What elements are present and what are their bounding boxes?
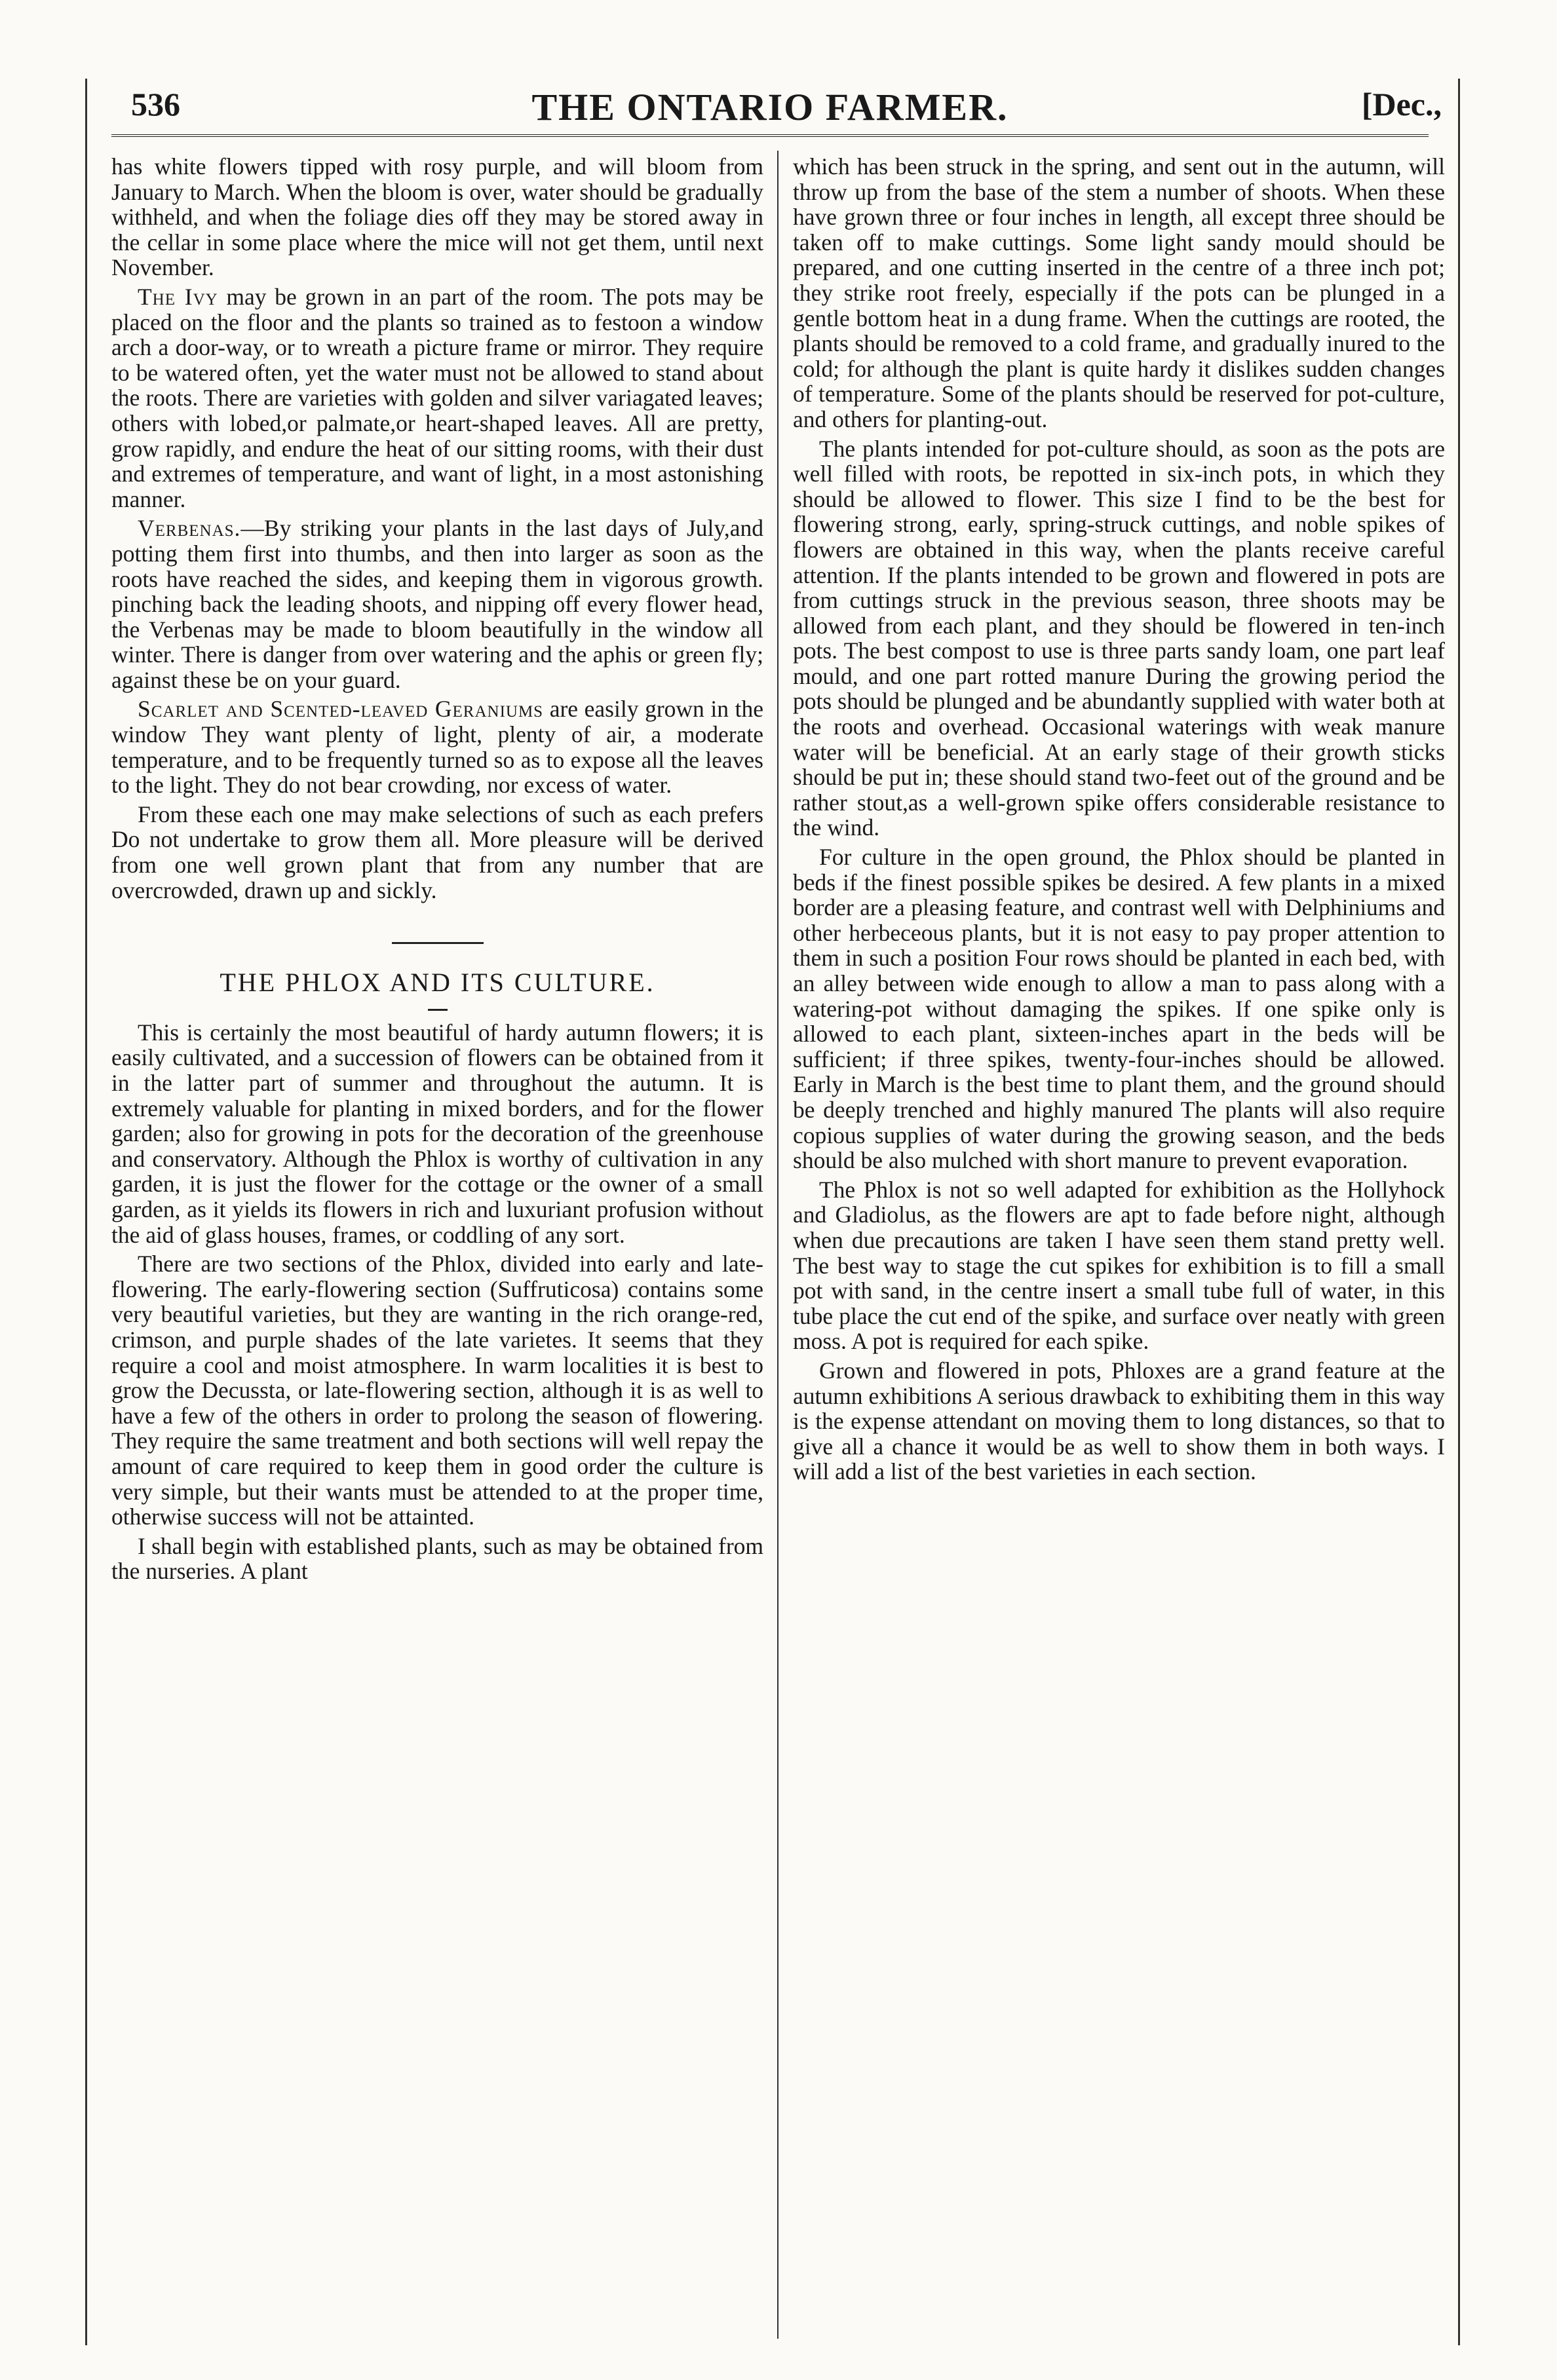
header-rule [111,134,1429,137]
paragraph: The plants intended for pot-culture should, as soon as the pots are well filled with roots, be repotted in six-inch pots, in which they should be allowed to flower. This size I find to be the best for flowering strong, early, spring-struck cuttings, and noble spikes of flowers are obtained in this way, when the plants receive careful attention. If the plants intended to be grown and flowered in pots are from cuttings struck in the previous season, three shoots may be allowed from each plant, and they should be flowered in ten-inch pots. The best compost to use is three parts sandy loam, one part leaf mould, and one part rotted manure During the growing period the pots should be plunged and be abundantly supplied with water both at the roots and overhead. Occasional waterings with weak manure water will be beneficial. At an early stage of their growth sticks should be put in; these should stand two-feet out of the ground and be rather stout,as a well-grown spike offers considerable resistance to the wind. [793,435,1445,841]
paragraph: has white flowers tipped with rosy purple, and will bloom from January to March. When the bloom is over, water should be gradually withheld, and when the foliage dies off they may be stored away in the cellar in some place where the mice will not get them, until next November. [111,153,763,281]
paragraph: There are two sections of the Phlox, divided into early and late-flowering. The early-flowering section (Suffruticosa) contains some very beautiful varieties, but they are wanting in the rich orange-red, crimson, and purple shades of the late varietes. It seems that they require a cool and moist atmosphere. In warm localities it is best to grow the Decussta, or late-flowering section, although it is as well to have a few of the others in order to prolong the season of flowering. They require the same treatment and both sections will well repay the amount of care required to keep them in good order the culture is very simple, but their wants must be attended to at the proper time, otherwise success will not be attainted. [111,1251,763,1530]
page [72,66,1468,2332]
right-column [793,154,1445,1488]
paragraph [111,696,763,797]
paragraph-text: —By striking your plants in the last days of July,and potting them first into thumbs, and then into larger as soon as the roots have reached the sides, and keeping them in vigorous growth. pinching back the leading shoots, and nipping off every flower head, the Verbenas may be made to bloom beautifully in the window all winter. There is danger from over watering and the aphis or green fly; against these be on your guard. [111,515,763,693]
paragraph-lead: Verbenas. [138,515,241,542]
page-number: 536 [131,86,180,123]
paragraph-text: may be grown in an part of the room. The pots may be placed on the floor and the plants so trained as to festoon a window arch a door-way, or to wreath a picture frame or mirror. They require to be watered often, yet the water must not be allowed to stand about the roots. There are varieties with golden and silver variagated leaves; others with lobed,or palmate,or heart-shaped leaves. All are pretty, grow rapidly, and endure the heat of our sitting rooms, with their dust and extremes of temperature, and want of light, in a most astonishing manner. [111,283,763,512]
left-column [111,154,763,1588]
paragraph [111,516,763,692]
right-border-rule [1458,79,1460,2345]
paragraph-text: are easily grown in the window They want plenty of light, plenty of air, a moderate temperature, and to be frequently turned so as to expose all the leaves to the light. They do not bear crowding, nor excess of water. [111,696,764,799]
paragraph: This is certainly the most beautiful of hardy autumn flowers; it is easily cultivated, and a succession of flowers can be obtained from it in the latter part of summer and throughout the autumn. It is extremely valuable for planting in mixed borders, and for the flower garden; also for growing in pots for the decoration of the greenhouse and conservatory. Although the Phlox is worthy of cultivation in any garden, it is just the flower for the cottage or the owner of a small garden, as it yields its flowers in rich and luxuriant profusion without the aid of glass houses, frames, or coddling of any sort. [111,1019,763,1248]
issue-month: [Dec., [1361,86,1442,123]
left-border-rule [85,79,87,2345]
section-divider [392,942,484,944]
paragraph: From these each one may make selections of such as each prefers Do not undertake to grow them all. More pleasure will be derived from one well grown plant that from any number that are overcrowded, drawn up and sickly. [111,801,763,903]
paragraph [111,284,763,512]
publication-title: THE ONTARIO FARMER. [531,86,1009,128]
paragraph-lead: Scarlet and Scented-leaved Geraniums [138,696,544,723]
paragraph: The Phlox is not so well adapted for exhibition as the Hollyhock and Gladiolus, as the flowers are apt to fade before night, although when due precautions are taken I have seen them stand pretty well. The best way to stage the cut spikes for exhibition is to fill a small pot with sand, in the centre insert a small tube full of water, in this tube place the cut end of the spike, and surface over neatly with green moss. A pot is required for each spike. [793,1176,1445,1355]
column-divider [777,151,778,2339]
paragraph: Grown and flowered in pots, Phloxes are a grand feature at the autumn exhibitions A serious drawback to exhibiting them in this way is the expense attendant on moving them to long distances, so that to give all a chance it would be as well to show them in both ways. I will add a list of the best varieties in each section. [793,1357,1445,1485]
title-dash [428,1009,448,1011]
paragraph: For culture in the open ground, the Phlox should be planted in beds if the finest possible spikes be desired. A few plants in a mixed border are a pleasing feature, and contrast well with Delphiniums and other herbeceous plants, but it is not easy to pay proper attention to them in such a position Four rows should be planted in each bed, with an alley between wide enough to allow a man to pass along with a watering-pot without damaging the spikes. If one spike only is allowed to each plant, sixteen-inches apart in the beds will be sufficient; if three spikes, twenty-four-inches should be allowed. Early in March is the best time to plant them, and the ground should be deeply trenched and highly manured The plants will also require copious supplies of water during the growing season, and the beds should be also mulched with short manure to prevent evaporation. [793,844,1445,1174]
paragraph: which has been struck in the spring, and sent out in the autumn, will throw up from the base of the stem a number of shoots. When these have grown three or four inches in length, all except three should be taken off to make cuttings. Some light sandy mould should be prepared, and one cutting inserted in the centre of a three inch pot; they strike root freely, especially if the pots can be plunged in a gentle bottom heat in a dung frame. When the cuttings are rooted, the plants should be removed to a cold frame, and gradually inured to the cold; for although the plant is quite hardy it dislikes sudden changes of temperature. Some of the plants should be reserved for pot-culture, and others for planting-out. [793,153,1445,432]
article-title: THE PHLOX AND ITS CULTURE. [220,968,655,998]
paragraph: I shall begin with established plants, such as may be obtained from the nurseries. A plant [111,1532,763,1585]
paragraph-lead: The Ivy [138,283,218,310]
